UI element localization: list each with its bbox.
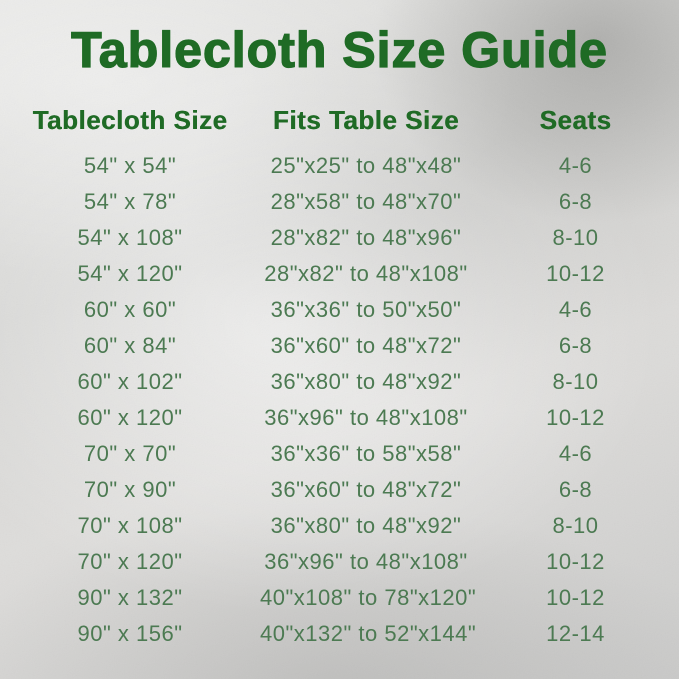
column-header-fits-table-size: Fits Table Size — [272, 105, 460, 135]
table-header — [0, 103, 679, 137]
seats-cell: 10-12 — [546, 549, 605, 574]
tablecloth-size-cell: 60" x 60" — [83, 297, 177, 322]
table-row — [0, 184, 679, 220]
tablecloth-size-cell: 70" x 120" — [77, 549, 183, 574]
table-row — [0, 220, 679, 256]
tablecloth-size-cell: 60" x 120" — [77, 405, 183, 430]
fits-table-size-cell: 36"x96" to 48"x108" — [264, 405, 468, 430]
tablecloth-size-cell: 60" x 102" — [77, 369, 183, 394]
column-header-seats: Seats — [539, 105, 612, 135]
fits-table-size-cell: 36"x80" to 48"x92" — [270, 513, 462, 538]
seats-cell: 4-6 — [558, 297, 593, 322]
tablecloth-size-cell: 70" x 90" — [83, 477, 177, 502]
fits-table-size-cell: 36"x80" to 48"x92" — [270, 369, 462, 394]
fits-table-size-cell: 36"x60" to 48"x72" — [270, 477, 462, 502]
seats-cell: 6-8 — [558, 333, 593, 358]
seats-cell: 4-6 — [558, 153, 593, 178]
table-row — [0, 472, 679, 508]
fits-table-size-cell: 40"x108" to 78"x120" — [260, 585, 477, 610]
seats-cell: 6-8 — [558, 477, 593, 502]
fits-table-size-cell: 40"x132" to 52"x144" — [260, 621, 477, 646]
fits-table-size-cell: 36"x36" to 58"x58" — [270, 441, 462, 466]
page-title: Tablecloth Size Guide — [71, 22, 608, 78]
table-row — [0, 508, 679, 544]
seats-cell: 8-10 — [552, 225, 599, 250]
table-row — [0, 328, 679, 364]
table-row — [0, 292, 679, 328]
seats-cell: 10-12 — [546, 585, 605, 610]
tablecloth-size-cell: 70" x 70" — [83, 441, 177, 466]
table-row — [0, 544, 679, 580]
seats-cell: 10-12 — [546, 261, 605, 286]
fits-table-size-cell: 36"x96" to 48"x108" — [264, 549, 468, 574]
tablecloth-size-cell: 54" x 120" — [77, 261, 183, 286]
table-row — [0, 256, 679, 292]
tablecloth-size-cell: 54" x 54" — [83, 153, 177, 178]
fits-table-size-cell: 36"x36" to 50"x50" — [270, 297, 462, 322]
table-row — [0, 364, 679, 400]
seats-cell: 6-8 — [558, 189, 593, 214]
tablecloth-size-cell: 54" x 108" — [77, 225, 183, 250]
tablecloth-size-cell: 90" x 132" — [77, 585, 183, 610]
fits-table-size-cell: 28"x82" to 48"x108" — [264, 261, 468, 286]
table-row — [0, 400, 679, 436]
tablecloth-size-cell: 90" x 156" — [77, 621, 183, 646]
seats-cell: 10-12 — [546, 405, 605, 430]
fits-table-size-cell: 25"x25" to 48"x48" — [270, 153, 462, 178]
seats-cell: 8-10 — [552, 513, 599, 538]
tablecloth-size-cell: 70" x 108" — [77, 513, 183, 538]
fits-table-size-cell: 28"x82" to 48"x96" — [270, 225, 462, 250]
table-row — [0, 148, 679, 184]
size-table — [0, 148, 679, 652]
table-row — [0, 616, 679, 652]
seats-cell: 12-14 — [546, 621, 605, 646]
fits-table-size-cell: 36"x60" to 48"x72" — [270, 333, 462, 358]
seats-cell: 8-10 — [552, 369, 599, 394]
table-row — [0, 436, 679, 472]
table-row — [0, 580, 679, 616]
column-header-tablecloth-size: Tablecloth Size — [32, 105, 228, 135]
tablecloth-size-cell: 60" x 84" — [83, 333, 177, 358]
tablecloth-size-cell: 54" x 78" — [83, 189, 177, 214]
fits-table-size-cell: 28"x58" to 48"x70" — [270, 189, 462, 214]
seats-cell: 4-6 — [558, 441, 593, 466]
